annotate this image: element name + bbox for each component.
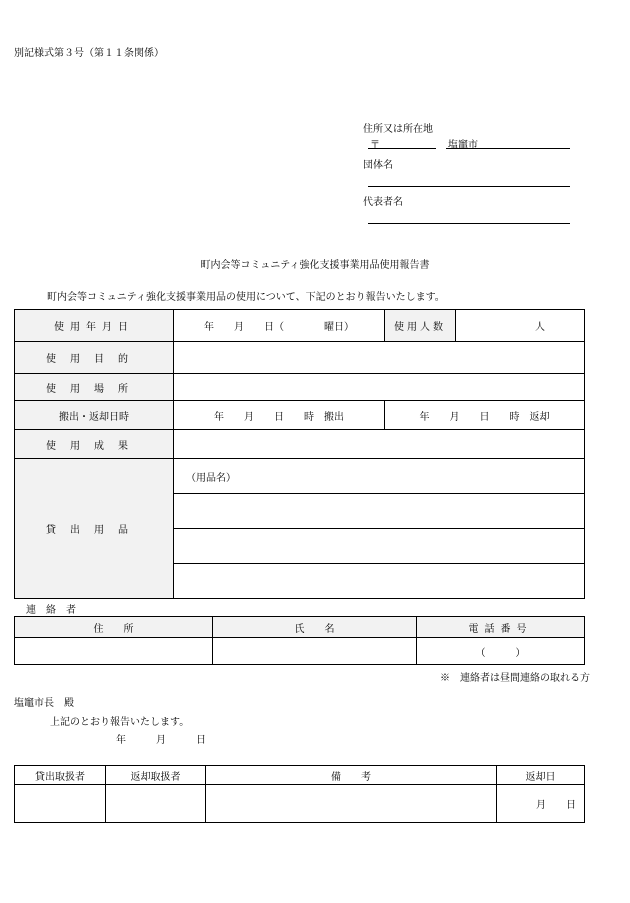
purpose-field[interactable] [174,342,585,374]
out-datetime-field[interactable]: 年 月 日 時 搬出 [174,401,385,430]
group-label: 団体名 [363,160,393,171]
people-field[interactable]: 人 [456,310,585,342]
item-name-header: （用品名） [174,459,585,494]
office-table [14,765,585,823]
contact-note: ※ 連絡者は昼間連絡の取れる方 [440,673,590,684]
use-date-field[interactable]: 年 月 日（ 曜日） [174,310,385,342]
report-date: 年 月 日 [116,735,206,746]
in-datetime-field[interactable]: 年 月 日 時 返却 [385,401,585,430]
contact-phone-header: 電話番号 [417,617,585,638]
rep-label: 代表者名 [363,197,403,208]
remarks-header: 備 考 [206,766,497,785]
item-row[interactable] [174,564,585,599]
main-table [14,309,585,599]
contact-heading: 連 絡 者 [26,605,76,616]
item-row[interactable] [174,494,585,529]
place-field[interactable] [174,374,585,401]
lend-handler-header: 貸出取扱者 [15,766,106,785]
remarks-field[interactable] [206,785,497,823]
group-name-line[interactable] [368,186,570,187]
addressee: 塩竈市長 殿 [14,698,74,709]
postal-mark: 〒 [370,140,380,151]
city-name: 塩竈市 [448,140,478,151]
address-line[interactable] [446,148,570,149]
document-title: 町内会等コミュニティ強化支援事業用品使用報告書 [200,260,430,271]
address-label: 住所又は所在地 [363,124,433,135]
contact-name-header: 氏 名 [213,617,417,638]
contact-phone-field[interactable]: （ ） [417,638,585,665]
contact-table [14,616,585,665]
purpose-label: 使用目的 [15,342,174,374]
inout-label: 搬出・返却日時 [15,401,174,430]
return-date-header: 返却日 [497,766,585,785]
report-line: 上記のとおり報告いたします。 [50,717,190,728]
postal-code-line[interactable] [368,148,436,149]
contact-address-field[interactable] [15,638,213,665]
form-number: 別記様式第３号（第１１条関係） [14,48,164,59]
people-label: 使用人数 [385,310,456,342]
return-handler-field[interactable] [106,785,206,823]
return-date-field[interactable]: 月 日 [497,785,585,823]
items-label: 貸出用品 [15,459,174,599]
use-date-label: 使用年月日 [15,310,174,342]
contact-address-header: 住 所 [15,617,213,638]
place-label: 使用場所 [15,374,174,401]
result-field[interactable] [174,430,585,459]
rep-name-line[interactable] [368,223,570,224]
return-handler-header: 返却取扱者 [106,766,206,785]
result-label: 使用成果 [15,430,174,459]
intro-text: 町内会等コミュニティ強化支援事業用品の使用について、下記のとおり報告いたします。 [47,292,445,303]
lend-handler-field[interactable] [15,785,106,823]
contact-name-field[interactable] [213,638,417,665]
item-row[interactable] [174,529,585,564]
